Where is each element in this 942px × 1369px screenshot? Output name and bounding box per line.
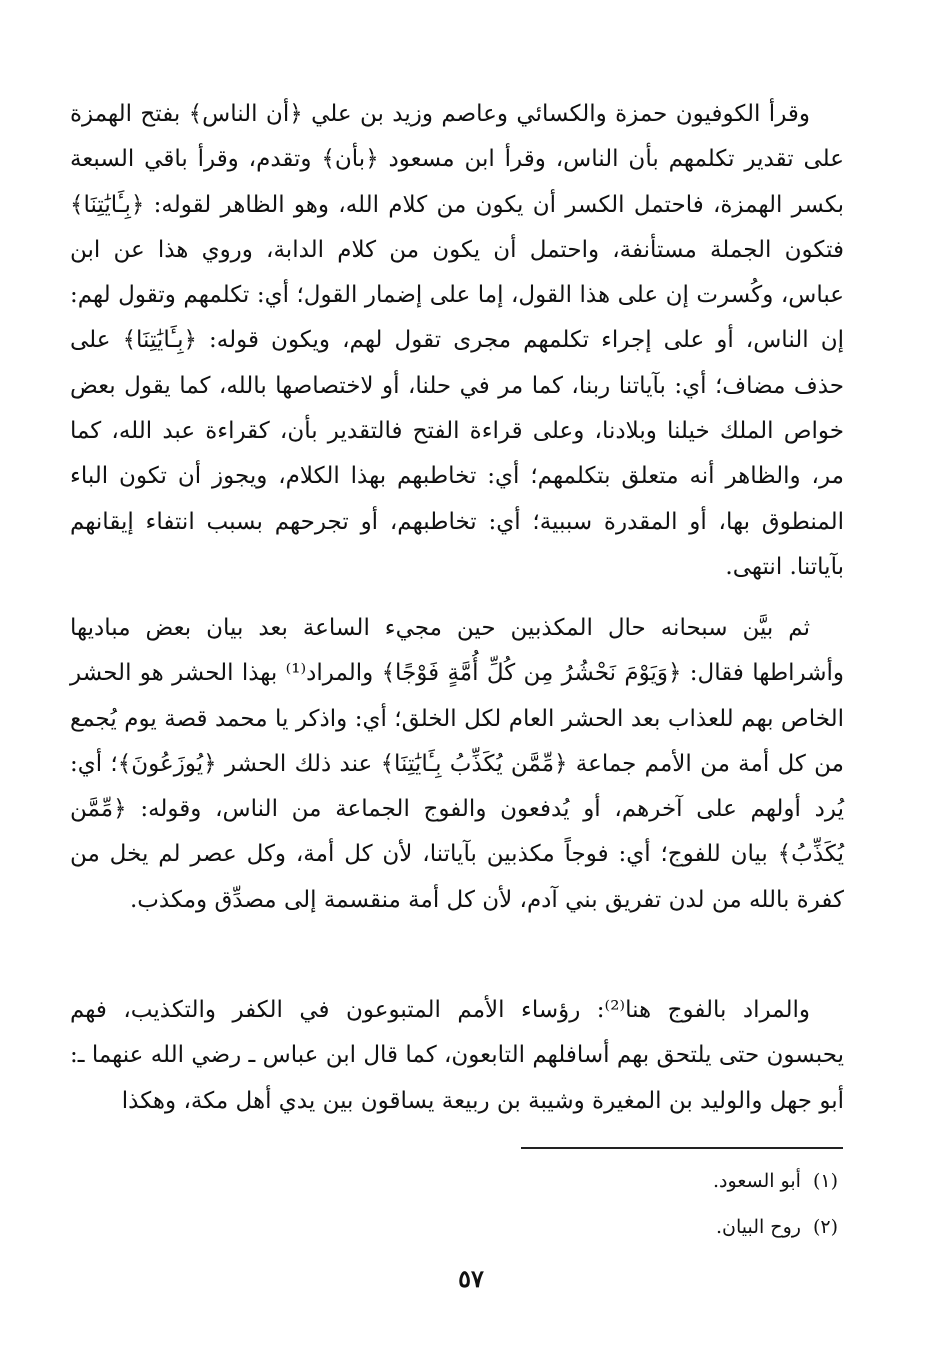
paragraph-3-text: والمراد بالفوج هنا⁽²⁾: رؤساء الأمم المتبوعون في الكفر والتكذيب، فهم يحبسون حتى يلتحق بهم أسافلهم التابعون، كما قال ابن عباس ـ رضي الله عنهما ـ: أبو جهل والوليد بن المغيرة وشيبة بن ربيعة يساقون بين يدي أهل مكة، وهكذا [70,997,844,1114]
paragraph-2-text: ثم بيَّن سبحانه حال المكذبين حين مجيء الساعة بعد بيان بعض مباديها وأشراطها فقال: ﴿وَيَوْمَ نَحْشُرُ مِن كُلِّ أُمَّةٍ فَوْجًا﴾ والمراد⁽¹⁾ بهذا الحشر هو الحشر الخاص بهم للعذاب بعد الحشر العام لكل الخلق؛ أي: واذكر يا محمد قصة يوم يُجمع من كل أمة من الأمم جماعة ﴿مِّمَّن يُكَذِّبُ بِـَٔايَٰتِنَا﴾ عند ذلك الحشر ﴿يُوزَعُونَ﴾؛ أي: يُرد أولهم على آخرهم، أو يُدفعون والفوج الجماعة من الناس، وقوله: ﴿مِّمَّن يُكَذِّبُ﴾ بيان للفوج؛ أي: فوجاً مكذبين بآياتنا، لأن كل أمة، وكل عصر لم يخل من كفرة بالله من لدن تفريق بني آدم، لأن كل أمة منقسمة إلى مصدِّق ومكذب. [70,615,844,913]
body-paragraph-3 [70,988,844,1124]
paragraph-1-text: وقرأ الكوفيون حمزة والكسائي وعاصم وزيد بن علي ﴿أن الناس﴾ بفتح الهمزة على تقدير تكلمهم بأن الناس، وقرأ ابن مسعود ﴿بأن﴾ وتقدم، وقرأ باقي السبعة بكسر الهمزة، فاحتمل الكسر أن يكون من كلام الله، وهو الظاهر لقوله: ﴿بِـَٔايَٰتِنَا﴾ فتكون الجملة مستأنفة، واحتمل أن يكون من كلام الدابة، وروي هذا عن ابن عباس، وكُسرت إن على هذا القول، إما على إضمار القول؛ أي: تكلمهم وتقول لهم: إن الناس، أو على إجراء تكلمهم مجرى تقول لهم، ويكون قوله: ﴿بِـَٔايَٰتِنَا﴾ على حذف مضاف؛ أي: بآياتنا ربنا، كما مر في حلنا، أو لاختصاصها بالله، كما يقول بعض خواص الملك خيلنا وبلادنا، وعلى قراءة الفتح فالتقدير بأن، كقراءة عبد الله، كما مر، والظاهر أنه متعلق بتكلمهم؛ أي: تخاطبهم بهذا الكلام، ويجوز أن تكون الباء المنطوق بها، أو المقدرة سببية؛ أي: تخاطبهم، أو تجرحهم بسبب انتفاء إيقانهم بآياتنا. انتهى. [70,101,844,580]
body-paragraph-1 [70,92,844,590]
footnote-1 [713,1166,838,1196]
footnote-2-number: (٢) [812,1216,838,1238]
footnote-divider [521,1147,843,1149]
footnote-1-text: أبو السعود. [713,1170,801,1192]
footnote-1-number: (١) [812,1170,838,1192]
page-number: ٥٧ [458,1264,484,1293]
footnote-2-text: روح البيان. [715,1216,801,1238]
footnote-2 [716,1212,838,1242]
body-paragraph-2 [70,606,844,923]
